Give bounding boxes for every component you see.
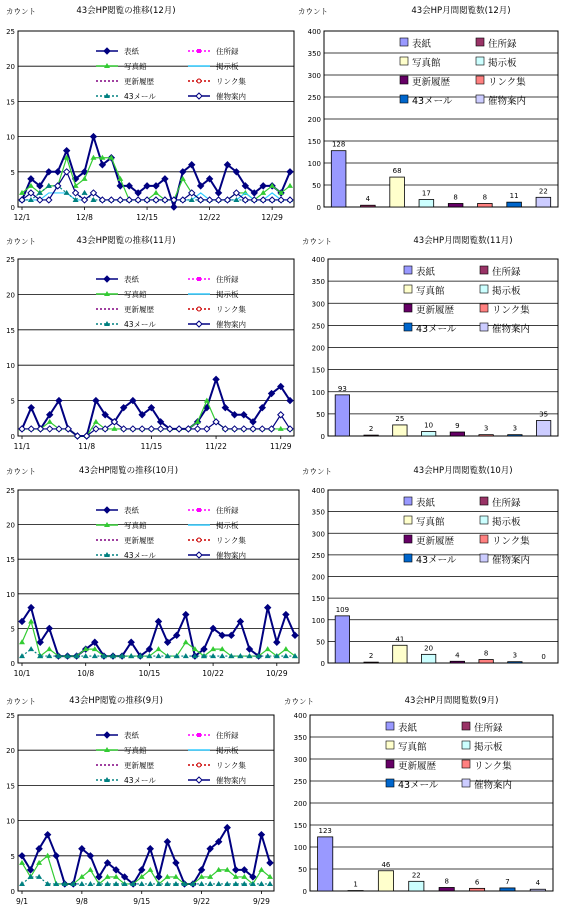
y-tick-label: 0 <box>320 433 325 441</box>
plot-area <box>18 490 299 663</box>
legend-label: 43メール <box>398 780 439 791</box>
y-tick-label: 25 <box>6 712 15 720</box>
data-label: 10 <box>424 421 434 430</box>
bar <box>479 660 493 663</box>
y-tick-label: 0 <box>316 204 321 212</box>
y-tick-label: 5 <box>10 397 15 406</box>
bar <box>500 888 515 891</box>
legend-label: 43メール <box>124 320 156 329</box>
x-tick-label: 11/1 <box>13 442 31 451</box>
bar-chart-7 <box>282 690 567 915</box>
y-axis-label: カウント <box>6 237 36 246</box>
x-tick-label: 11/22 <box>205 442 227 451</box>
bar <box>450 661 464 663</box>
x-tick-label: 12/8 <box>76 213 93 222</box>
data-label: 41 <box>395 635 405 644</box>
y-tick-label: 400 <box>293 712 307 720</box>
x-tick-label: 9/15 <box>133 897 151 906</box>
legend-label: 写真館 <box>124 746 147 755</box>
legend-label: 43メール <box>416 324 457 335</box>
y-tick-label: 200 <box>311 573 325 582</box>
x-tick-label: 9/8 <box>75 897 88 906</box>
legend-label: 掲示板 <box>474 742 503 753</box>
legend-label: 更新履歴 <box>124 536 154 545</box>
y-tick-label: 350 <box>311 508 325 517</box>
line-chart-6 <box>0 690 300 915</box>
y-tick-label: 50 <box>312 182 321 190</box>
bar <box>507 202 522 207</box>
legend-label: 43メール <box>416 555 457 566</box>
y-tick-label: 10 <box>6 817 15 826</box>
legend-marker <box>197 49 201 53</box>
legend-label: 更新履歴 <box>416 536 455 547</box>
chart-title: 43会HP月間閲覧数(10月) <box>413 466 513 476</box>
legend-label: 催物案内 <box>488 96 527 107</box>
y-tick-label: 20 <box>6 291 15 300</box>
bar <box>393 645 407 663</box>
legend-swatch <box>386 741 394 749</box>
legend-label: 写真館 <box>398 742 427 753</box>
chart-title: 43会HP閲覧の推移(11月) <box>76 236 176 246</box>
x-tick-label: 10/15 <box>138 669 161 678</box>
data-label: 8 <box>482 193 488 202</box>
legend-label: 43メール <box>124 776 156 785</box>
legend-swatch <box>480 516 488 524</box>
data-label: 22 <box>411 871 421 880</box>
legend-swatch <box>462 760 470 768</box>
bar <box>421 432 435 436</box>
y-tick-label: 300 <box>293 756 307 764</box>
data-label: 6 <box>474 878 480 887</box>
legend-marker <box>197 763 201 767</box>
bar <box>364 662 378 663</box>
legend-label: 住所録 <box>216 506 239 515</box>
y-tick-label: 100 <box>311 616 325 625</box>
y-tick-label: 0 <box>302 888 307 896</box>
bar <box>364 435 378 436</box>
legend-label: リンク集 <box>216 761 246 770</box>
legend-label: 催物案内 <box>492 324 531 335</box>
line-chart-4 <box>0 460 300 682</box>
bar <box>536 421 550 436</box>
bar-chart-1 <box>296 0 567 222</box>
x-tick-label: 10/29 <box>265 669 288 678</box>
y-tick-label: 25 <box>6 28 15 36</box>
x-tick-label: 12/29 <box>261 213 283 222</box>
y-tick-label: 350 <box>307 50 321 58</box>
legend-swatch <box>404 516 412 524</box>
y-tick-label: 5 <box>10 625 15 634</box>
data-label: 17 <box>421 189 431 198</box>
bar-chart-3 <box>300 230 567 458</box>
y-tick-label: 10 <box>6 362 15 371</box>
line-chart-0 <box>0 0 300 222</box>
legend-swatch <box>404 285 412 293</box>
legend-swatch <box>480 497 488 505</box>
y-tick-label: 200 <box>293 800 307 808</box>
data-label: 4 <box>365 195 371 204</box>
legend-swatch <box>400 38 408 46</box>
chart-title: 43会HP閲覧の推移(12月) <box>76 6 176 16</box>
data-label: 8 <box>453 193 458 202</box>
legend-label: 43メール <box>412 96 453 107</box>
legend-label: 更新履歴 <box>412 77 451 88</box>
bar-chart-5 <box>300 460 567 682</box>
bar <box>318 837 333 891</box>
y-tick-label: 50 <box>316 638 325 647</box>
legend-label: 表紙 <box>416 498 436 509</box>
legend-label: 住所録 <box>488 39 517 50</box>
y-axis-label: カウント <box>298 7 328 16</box>
legend-swatch <box>462 741 470 749</box>
data-label: 93 <box>337 384 347 393</box>
y-tick-label: 0 <box>10 204 15 212</box>
legend-label: 表紙 <box>124 731 139 740</box>
line-chart-2 <box>0 230 300 458</box>
bar <box>450 432 464 436</box>
legend-label: リンク集 <box>216 305 246 314</box>
y-tick-label: 300 <box>307 72 321 80</box>
data-label: 1 <box>353 880 358 889</box>
y-tick-label: 5 <box>10 168 15 177</box>
data-label: 20 <box>424 644 434 653</box>
bar <box>508 662 522 663</box>
legend-swatch <box>480 304 488 312</box>
legend-swatch <box>404 304 412 312</box>
x-tick-label: 9/1 <box>15 897 29 906</box>
bar <box>478 203 493 207</box>
data-label: 3 <box>483 424 489 433</box>
legend-marker <box>197 508 201 512</box>
bar <box>390 177 405 207</box>
legend-swatch <box>480 535 488 543</box>
x-tick-label: 12/22 <box>198 213 221 222</box>
legend-label: 住所録 <box>492 498 521 509</box>
y-tick-label: 150 <box>293 822 307 830</box>
x-tick-label: 10/8 <box>77 669 95 678</box>
data-label: 46 <box>381 860 391 869</box>
chart-title: 43会HP月間閲覧数(12月) <box>411 6 511 16</box>
y-tick-label: 0 <box>10 433 15 441</box>
data-label: 109 <box>335 605 350 614</box>
data-label: 3 <box>512 651 518 660</box>
y-tick-label: 300 <box>311 530 325 539</box>
y-tick-label: 50 <box>316 410 325 419</box>
legend-label: 43メール <box>124 92 156 101</box>
legend-label: 住所録 <box>474 723 503 734</box>
bar <box>331 151 346 207</box>
legend-label: 住所録 <box>216 47 239 56</box>
y-axis-label: カウント <box>302 237 332 246</box>
data-label: 25 <box>395 414 405 423</box>
y-tick-label: 400 <box>311 487 325 495</box>
y-tick-label: 150 <box>311 366 325 375</box>
y-tick-label: 200 <box>307 116 321 124</box>
legend-marker <box>197 79 201 83</box>
chart-title: 43会HP月間閲覧数(9月) <box>404 696 499 706</box>
legend-swatch <box>404 323 412 331</box>
x-tick-label: 11/29 <box>269 442 292 451</box>
legend-label: 更新履歴 <box>416 305 455 316</box>
legend-label: 表紙 <box>416 267 436 278</box>
legend-label: 更新履歴 <box>124 305 154 314</box>
bar <box>448 203 463 207</box>
legend-label: 掲示板 <box>216 62 239 71</box>
y-tick-label: 400 <box>311 256 325 264</box>
data-label: 123 <box>318 826 332 835</box>
legend-swatch <box>386 722 394 730</box>
legend-label: リンク集 <box>216 536 246 545</box>
legend-label: 写真館 <box>416 517 445 528</box>
legend-label: リンク集 <box>216 77 246 86</box>
legend-label: 催物案内 <box>474 780 513 791</box>
bar <box>409 881 424 891</box>
y-tick-label: 25 <box>6 487 15 495</box>
data-label: 8 <box>444 877 449 886</box>
bar <box>536 197 551 207</box>
y-tick-label: 400 <box>307 28 321 36</box>
legend-label: リンク集 <box>488 77 526 88</box>
data-label: 2 <box>368 652 374 661</box>
y-tick-label: 250 <box>307 94 321 102</box>
legend-marker <box>197 307 201 311</box>
x-tick-label: 10/1 <box>13 669 31 678</box>
y-tick-label: 5 <box>10 852 15 861</box>
data-label: 4 <box>455 651 460 660</box>
y-tick-label: 15 <box>6 782 15 791</box>
bar <box>419 200 434 207</box>
legend-label: 写真館 <box>124 62 147 71</box>
legend-swatch <box>404 497 412 505</box>
y-tick-label: 200 <box>311 344 325 353</box>
bar <box>378 871 393 891</box>
legend-swatch <box>480 323 488 331</box>
legend-swatch <box>476 57 484 65</box>
data-label: 22 <box>538 187 548 196</box>
y-axis-label: カウント <box>6 7 36 16</box>
legend-label: 更新履歴 <box>398 761 437 772</box>
y-tick-label: 50 <box>298 866 307 874</box>
y-tick-label: 20 <box>6 63 15 72</box>
bar <box>508 435 522 436</box>
bar <box>393 425 407 436</box>
legend-label: 住所録 <box>492 267 521 278</box>
y-tick-label: 15 <box>6 98 15 107</box>
bar <box>530 889 545 891</box>
y-tick-label: 20 <box>6 747 15 756</box>
legend-label: 掲示板 <box>492 286 521 297</box>
y-tick-label: 100 <box>293 844 307 852</box>
x-tick-label: 12/1 <box>13 213 31 222</box>
y-tick-label: 250 <box>311 551 325 560</box>
legend-label: 写真館 <box>124 290 147 299</box>
x-tick-label: 9/29 <box>253 897 270 906</box>
plot-area <box>18 259 294 436</box>
data-label: 4 <box>535 879 541 888</box>
chart-title: 43会HP閲覧の推移(10月) <box>78 466 179 476</box>
y-tick-label: 300 <box>311 300 325 309</box>
data-label: 68 <box>392 167 402 176</box>
y-tick-label: 350 <box>293 734 307 742</box>
bar <box>335 395 349 436</box>
data-label: 8 <box>483 649 489 658</box>
legend-label: 住所録 <box>216 275 239 284</box>
legend-label: 43メール <box>124 551 156 560</box>
y-tick-label: 100 <box>311 388 325 397</box>
bar <box>421 654 435 663</box>
legend-label: 表紙 <box>124 275 139 284</box>
y-tick-label: 0 <box>10 888 15 896</box>
legend-label: 表紙 <box>398 723 418 734</box>
legend-label: 住所録 <box>216 731 239 740</box>
legend-marker <box>197 538 201 542</box>
legend-label: 掲示板 <box>492 517 521 528</box>
y-tick-label: 350 <box>311 278 325 287</box>
legend-marker <box>197 277 201 281</box>
legend-swatch <box>400 57 408 65</box>
legend-swatch <box>480 266 488 274</box>
y-axis-label: カウント <box>6 697 36 706</box>
y-tick-label: 0 <box>10 660 15 668</box>
legend-swatch <box>476 95 484 103</box>
x-tick-label: 10/22 <box>202 669 224 678</box>
legend-label: 掲示板 <box>488 58 517 69</box>
data-label: 11 <box>509 192 519 201</box>
y-tick-label: 0 <box>320 660 325 668</box>
legend-swatch <box>462 779 470 787</box>
x-tick-label: 11/15 <box>140 442 163 451</box>
legend-swatch <box>476 38 484 46</box>
legend-swatch <box>386 760 394 768</box>
y-tick-label: 10 <box>6 133 15 142</box>
y-tick-label: 25 <box>6 256 15 264</box>
chart-title: 43会HP月間閲覧数(11月) <box>413 236 513 246</box>
legend-swatch <box>462 722 470 730</box>
bar <box>469 888 484 891</box>
y-tick-label: 100 <box>307 160 321 168</box>
legend-label: 写真館 <box>124 521 147 530</box>
data-label: 3 <box>512 424 518 433</box>
bar <box>361 205 376 207</box>
y-tick-label: 150 <box>311 595 325 604</box>
legend-swatch <box>404 535 412 543</box>
legend-label: 催物案内 <box>216 92 246 101</box>
bar <box>439 887 454 891</box>
y-tick-label: 150 <box>307 138 321 146</box>
legend-label: 掲示板 <box>216 290 239 299</box>
data-label: 2 <box>368 425 374 434</box>
x-tick-label: 9/22 <box>193 897 211 906</box>
legend-label: 写真館 <box>416 286 445 297</box>
legend-marker <box>197 733 201 737</box>
y-axis-label: カウント <box>284 697 314 706</box>
y-axis-label: カウント <box>6 467 36 476</box>
legend-label: リンク集 <box>492 305 530 316</box>
bar <box>479 435 493 436</box>
legend-label: 催物案内 <box>216 551 246 560</box>
chart-title: 43会HP閲覧の推移(9月) <box>69 696 163 706</box>
legend-label: 表紙 <box>124 506 139 515</box>
data-label: 128 <box>331 140 346 149</box>
legend-label: リンク集 <box>474 761 512 772</box>
legend-swatch <box>480 554 488 562</box>
data-label: 0 <box>541 653 546 661</box>
legend-swatch <box>404 554 412 562</box>
y-tick-label: 15 <box>6 326 15 335</box>
legend-label: 催物案内 <box>216 776 246 785</box>
y-tick-label: 250 <box>311 322 325 331</box>
legend-label: 掲示板 <box>216 521 239 530</box>
x-tick-label: 12/15 <box>136 213 158 222</box>
y-axis-label: カウント <box>302 467 332 476</box>
legend-label: リンク集 <box>492 536 530 547</box>
legend-label: 催物案内 <box>492 555 531 566</box>
legend-swatch <box>400 76 408 84</box>
legend-label: 掲示板 <box>216 746 239 755</box>
legend-label: 表紙 <box>412 39 432 50</box>
x-tick-label: 11/8 <box>78 442 96 451</box>
y-tick-label: 10 <box>6 590 15 599</box>
legend-swatch <box>476 76 484 84</box>
y-tick-label: 15 <box>6 556 15 565</box>
data-label: 7 <box>505 877 510 886</box>
bar <box>335 616 349 663</box>
legend-label: 更新履歴 <box>124 77 154 86</box>
legend-label: 催物案内 <box>216 320 246 329</box>
data-label: 9 <box>455 422 460 431</box>
y-tick-label: 250 <box>293 778 307 786</box>
legend-swatch <box>480 285 488 293</box>
legend-label: 表紙 <box>124 47 139 56</box>
legend-label: 更新履歴 <box>124 761 154 770</box>
legend-swatch <box>386 779 394 787</box>
legend-label: 写真館 <box>412 58 441 69</box>
legend-swatch <box>404 266 412 274</box>
y-tick-label: 20 <box>6 521 15 530</box>
legend-swatch <box>400 95 408 103</box>
data-label: 35 <box>539 410 549 419</box>
